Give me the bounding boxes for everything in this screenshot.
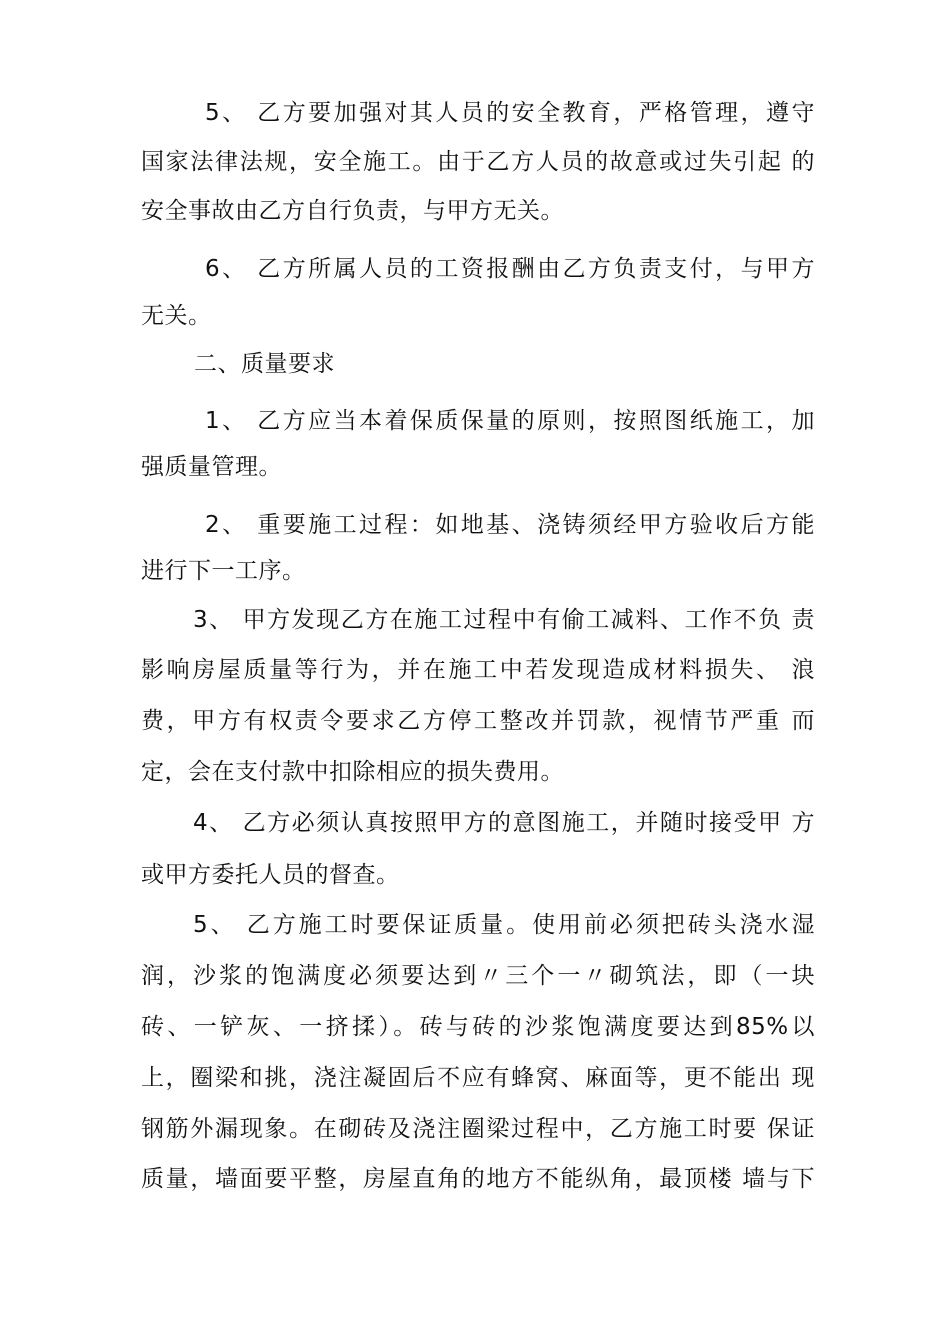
paragraph-line: 安全事故由乙方自行负责，与甲方无关。 bbox=[141, 198, 564, 224]
paragraph-line: 无关。 bbox=[141, 303, 212, 329]
paragraph-line: 1、 乙方应当本着保质保量的原则，按照图纸施工，加 bbox=[205, 408, 815, 434]
paragraph-line: 5、 乙方施工时要保证质量。使用前必须把砖头浇水湿 bbox=[193, 912, 815, 938]
paragraph-line: 进行下一工序。 bbox=[141, 558, 306, 584]
paragraph-line: 国家法律法规，安全施工。由于乙方人员的故意或过失引起 的 bbox=[141, 149, 815, 175]
paragraph-line: 上，圈梁和挑，浇注凝固后不应有蜂窝、麻面等，更不能出 现 bbox=[141, 1065, 815, 1091]
paragraph-line: 或甲方委托人员的督查。 bbox=[141, 862, 400, 888]
paragraph-line: 3、 甲方发现乙方在施工过程中有偷工减料、工作不负 责 bbox=[193, 607, 815, 633]
paragraph-line: 2、 重要施工过程：如地基、浇铸须经甲方验收后方能 bbox=[205, 512, 815, 538]
paragraph-line: 6、 乙方所属人员的工资报酬由乙方负责支付，与甲方 bbox=[205, 256, 815, 282]
paragraph-line: 定，会在支付款中扣除相应的损失费用。 bbox=[141, 759, 564, 785]
paragraph-line: 4、 乙方必须认真按照甲方的意图施工，并随时接受甲 方 bbox=[193, 810, 815, 836]
paragraph-line: 砖、一铲灰、一挤揉）。砖与砖的沙浆饱满度要达到85%以 bbox=[141, 1014, 815, 1040]
paragraph-line: 润，沙浆的饱满度必须要达到〃三个一〃砌筑法，即（一块 bbox=[141, 963, 815, 989]
paragraph-line: 影响房屋质量等行为，并在施工中若发现造成材料损失、 浪 bbox=[141, 657, 815, 683]
paragraph-line: 质量，墙面要平整，房屋直角的地方不能纵角，最顶楼 墙与下 bbox=[141, 1166, 815, 1192]
paragraph-line: 钢筋外漏现象。在砌砖及浇注圈梁过程中，乙方施工时要 保证 bbox=[141, 1116, 815, 1142]
section-heading: 二、质量要求 bbox=[194, 351, 335, 377]
paragraph-line: 费，甲方有权责令要求乙方停工整改并罚款，视情节严重 而 bbox=[141, 708, 815, 734]
paragraph-line: 5、 乙方要加强对其人员的安全教育，严格管理，遵守 bbox=[205, 100, 815, 126]
paragraph-line: 强质量管理。 bbox=[141, 454, 282, 480]
